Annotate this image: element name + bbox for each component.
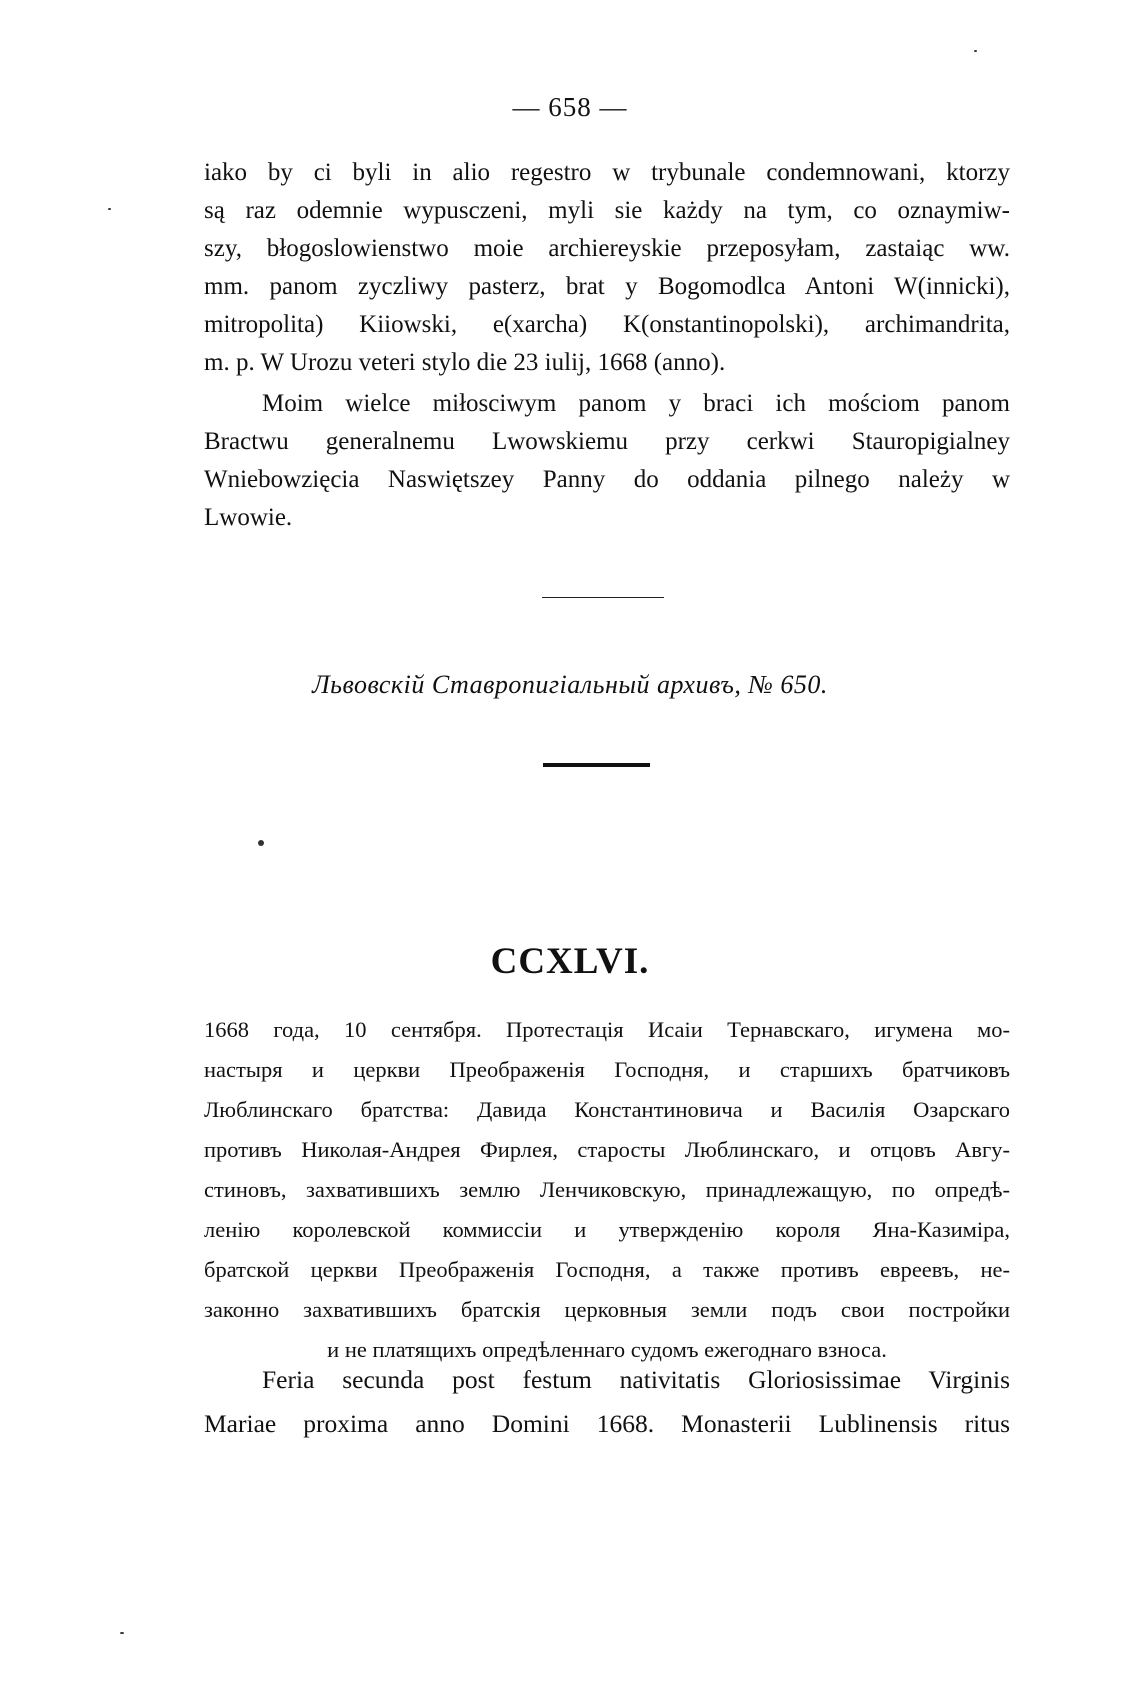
text-line: Lwowie.: [204, 504, 293, 531]
text-line: и не платящихъ опредѣленнаго судомъ ежегоднаго взноса.: [327, 1337, 887, 1362]
text-line: братской церкви Преображенія Господня, а также противъ евреевъ, не-: [204, 1257, 1010, 1282]
document-heading: [204, 1010, 1010, 1370]
text-line: стиновъ, захватившихъ землю Ленчиковскую, принадлежащую, по опредѣ-: [204, 1177, 1010, 1202]
section-number: CCXLVI.: [490, 941, 650, 982]
text-line: Wniebowzięcia Naswiętszey Panny do oddania pilnego należy w: [204, 466, 1010, 493]
text-line: ленію королевской коммиссіи и утвержденію короля Яна-Казиміра,: [204, 1217, 1010, 1242]
scan-speck: [108, 208, 111, 210]
text-line: Moim wielce miłosciwym panom y braci ich mościom panom: [262, 390, 1010, 417]
text-line: 1668 года, 10 сентября. Протестація Исаіи Тернавскаго, игумена мо-: [204, 1017, 1010, 1042]
text-line: m. p. W Urozu veteri stylo die 23 iulij, 1668 (anno).: [204, 349, 726, 376]
text-line: Mariae proxima anno Domini 1668. Monasterii Lublinensis ritus: [204, 1409, 1010, 1438]
text-line: Люблинскаго братства: Давида Константиновича и Василія Озарскаго: [204, 1097, 1010, 1122]
text-line: противъ Николая-Андрея Фирлея, старосты Люблинскаго, и отцовъ Авгу-: [204, 1137, 1010, 1162]
body-text: [204, 1358, 1010, 1446]
text-line: mitropolita) Kiiowski, e(xarcha) K(onstantinopolski), archimandrita,: [204, 311, 1010, 338]
text-line: Bractwu generalnemu Lwowskiemu przy cerkwi Stauropigialney: [204, 428, 1010, 455]
text-line: iako by ci byli in alio regestro w trybunale condemnowani, ktorzy: [204, 159, 1010, 186]
address-text: [204, 385, 1010, 537]
text-line: Feria secunda post festum nativitatis Gloriosissimae Virginis: [262, 1365, 1010, 1394]
thin-divider: [542, 597, 664, 598]
text-line: szy, błogoslowienstwo moie archiereyskie przeposyłam, zastaiąc ww.: [204, 235, 1010, 262]
letter-text: [204, 154, 1010, 382]
text-line: mm. panom zyczliwy pasterz, brat y Bogomodlca Antoni W(innicki),: [204, 273, 1010, 300]
text-line: законно захватившихъ братскія церковныя земли подъ свои постройки: [204, 1297, 1010, 1322]
page-number: — 658 —: [512, 92, 628, 122]
scan-speck: [258, 840, 264, 846]
scan-speck: [120, 1632, 124, 1634]
scan-speck: [974, 50, 977, 52]
archive-source: Львовскій Ставропигіальный архивъ, № 650.: [312, 670, 828, 699]
thick-divider: [543, 763, 650, 767]
text-line: są raz odemnie wypusczeni, myli sie każdy na tym, co oznaymiw-: [204, 197, 1010, 224]
text-line: настыря и церкви Преображенія Господня, и старшихъ братчиковъ: [204, 1057, 1010, 1082]
